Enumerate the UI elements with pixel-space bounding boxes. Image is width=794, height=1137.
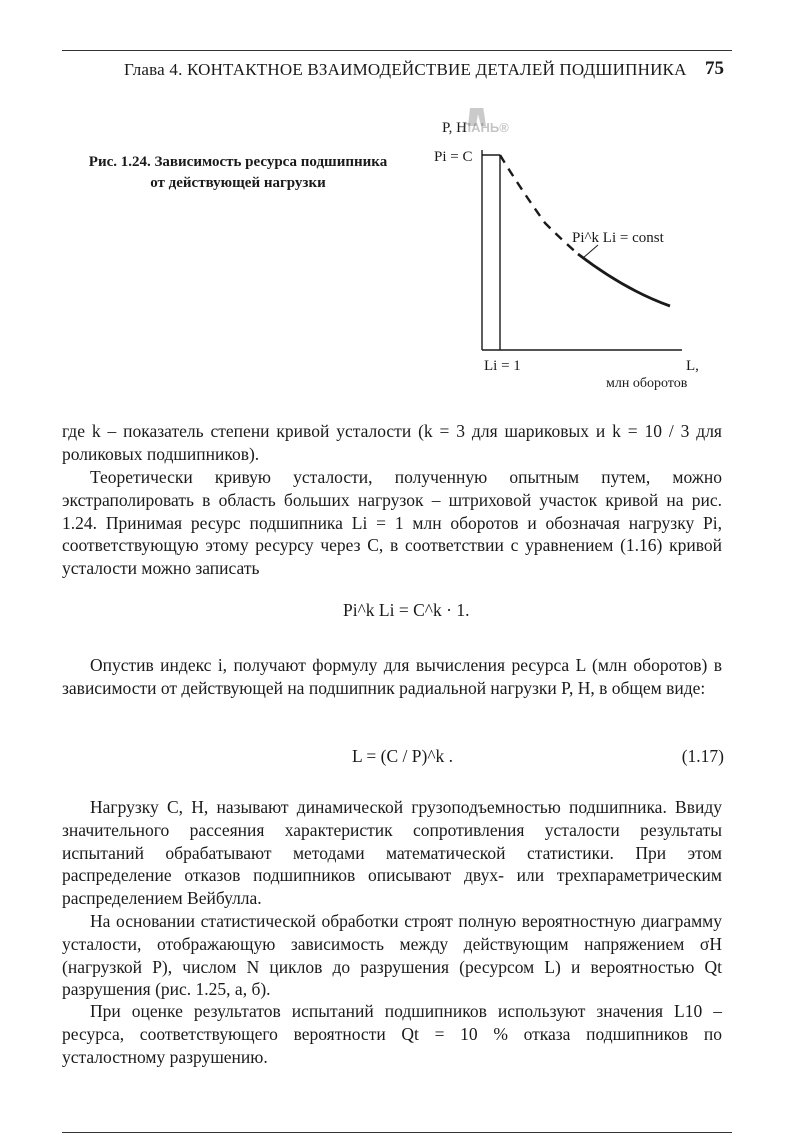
curve-dashed-section bbox=[500, 155, 578, 254]
paragraph-2: Теоретически кривую усталости, полученную опытным путем, можно экстраполировать в область больших нагрузок – штриховой участок кривой на рис. 1.24. Принимая ресурс подшипника Li = 1 млн оборотов и обозначая нагрузку Pi, соответствующую этому ресурсу через C, в соответствии с уравнением (1.16) кривой усталости можно записать bbox=[62, 467, 722, 579]
page-number: 75 bbox=[705, 58, 724, 79]
y-level-label: Pi = C bbox=[434, 149, 473, 165]
x-mark-label: Li = 1 bbox=[484, 358, 521, 374]
equation-1: Pi^k Li = C^k · 1. bbox=[343, 600, 470, 620]
watermark-text: ЛАНЬ® bbox=[462, 120, 509, 135]
fatigue-curve-figure bbox=[420, 108, 740, 398]
header-rule bbox=[62, 50, 732, 51]
x-axis-label: L, bbox=[686, 358, 699, 374]
curve-label: Pi^k Li = const bbox=[572, 230, 664, 246]
y-axis-label: P, Н bbox=[442, 120, 468, 136]
equation-2: L = (C / P)^k . bbox=[352, 746, 454, 766]
curve-solid-section bbox=[578, 254, 670, 306]
paragraph-3: Опустив индекс i, получают формулу для вычисления ресурса L (млн оборотов) в зависимости от действующей на подшипник радиальной нагрузки P, Н, в общем виде: bbox=[62, 655, 722, 698]
equation-2-number: (1.17) bbox=[681, 746, 724, 766]
x-axis-units: млн оборотов bbox=[606, 376, 688, 391]
figure-caption-line2: от действующей нагрузки bbox=[150, 175, 326, 191]
figure-caption-line1: Рис. 1.24. Зависимость ресурса подшипника bbox=[88, 154, 388, 170]
running-title: Глава 4. КОНТАКТНОЕ ВЗАИМОДЕЙСТВИЕ ДЕТАЛЕЙ ПОДШИПНИКА bbox=[124, 60, 687, 79]
curve-leader-line bbox=[583, 245, 598, 258]
footer-rule bbox=[62, 1132, 732, 1133]
paragraph-1: где k – показатель степени кривой усталости (k = 3 для шариковых и k = 10 / 3 для роликовых подшипников). bbox=[62, 421, 722, 464]
paragraph-6: При оценке результатов испытаний подшипников используют значения L10 – ресурса, соответствующего вероятности Qt = 10 % отказа подшипников по усталостному разрушению. bbox=[62, 1001, 722, 1067]
paragraph-4: Нагрузку C, Н, называют динамической грузоподъемностью подшипника. Ввиду значительного рассеяния характеристик сопротивления усталости результаты испытаний обрабатывают методами математической статистики. При этом распределение отказов подшипников описывают двух- или трехпараметрическим распределением Вейбулла. bbox=[62, 797, 722, 909]
paragraph-5: На основании статистической обработки строят полную вероятностную диаграмму усталости, отображающую зависимость между действующим напряжением σH (нагрузкой P), числом N циклов до разрушения (ресурсом L) и вероятностью Qt разрушения (рис. 1.25, а, б). bbox=[62, 911, 722, 1000]
figure-caption bbox=[68, 152, 408, 194]
